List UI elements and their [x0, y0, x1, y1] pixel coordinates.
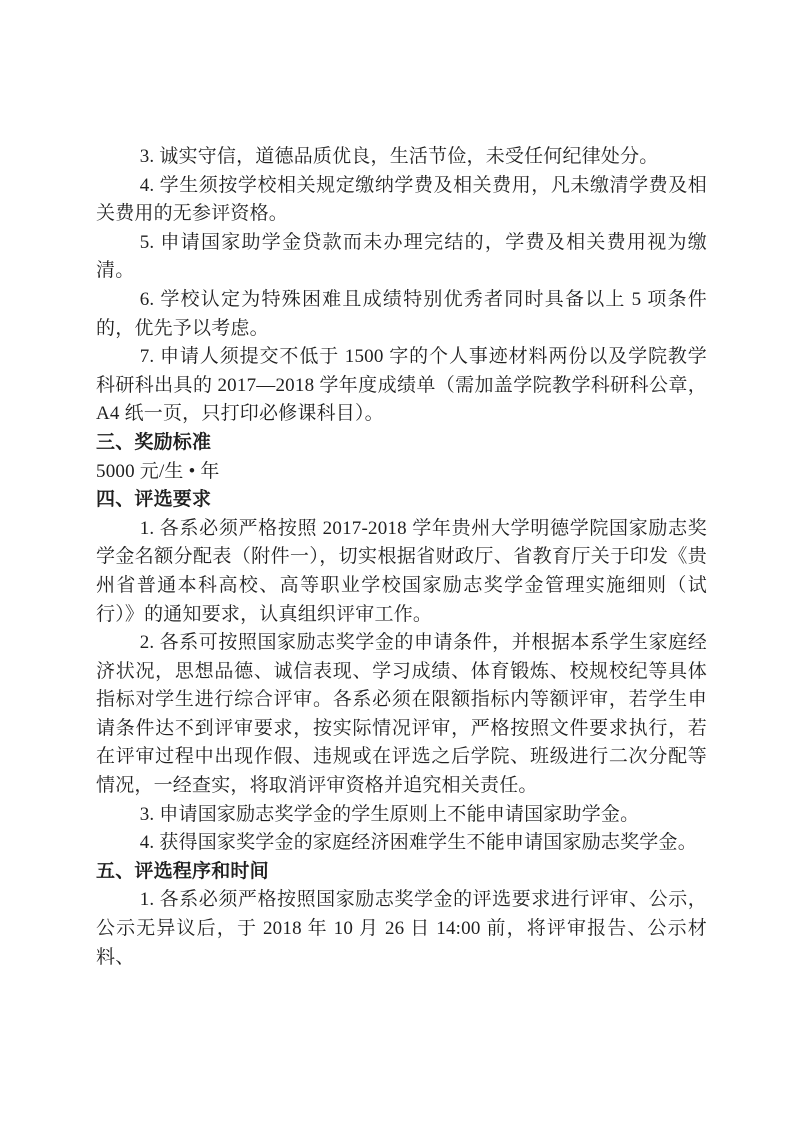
eligibility-item-5: 5. 申请国家助学金贷款而未办理完结的，学费及相关费用视为缴清。 — [96, 231, 707, 282]
procedure-item-1: 1. 各系必须严格按照国家励志奖学金的评选要求进行评审、公示，公示无异议后，于 2018 年 10 月 26 日 14:00 前，将评审报告、公示材料、 — [96, 889, 707, 968]
requirement-item-3: 3. 申请国家励志奖学金的学生原则上不能申请国家助学金。 — [139, 803, 640, 825]
eligibility-item-3: 3. 诚实守信，道德品质优良，生活节俭，未受任何纪律处分。 — [139, 146, 659, 167]
award-amount: 5000 元/生 • 年 — [96, 460, 220, 482]
selection-requirements-heading: 四、评选要求 — [96, 489, 212, 511]
eligibility-item-7: 7. 申请人须提交不低于 1500 字的个人事迹材料两份以及学院教学科研科出具的 2017—2018 学年度成绩单（需加盖学院教学科研科公章，A4 纸一页，只打印必修课科目）。 — [96, 346, 707, 425]
eligibility-item-6: 6. 学校认定为特殊困难且成绩特别优秀者同时具备以上 5 项条件的，优先予以考虑。 — [96, 288, 707, 339]
selection-procedure-heading: 五、评选程序和时间 — [96, 860, 269, 882]
requirement-item-2: 2. 各系可按照国家励志奖学金的申请条件，并根据本系学生家庭经济状况，思想品德、诚信表现、学习成绩、体育锻炼、校规校纪等具体指标对学生进行综合评审。各系必须在限额指标内等额评审，若学生申请条件达不到评审要求，按实际情况评审，严格按照文件要求执行，若在评审过程中出现作假、违规或在评选之后学院、班级进行二次分配等情况，一经查实，将取消评审资格并追究相关责任。 — [96, 632, 707, 797]
requirement-item-4: 4. 获得国家奖学金的家庭经济困难学生不能申请国家励志奖学金。 — [139, 832, 697, 854]
requirement-item-1: 1. 各系必须严格按照 2017-2018 学年贵州大学明德学院国家励志奖学金名额分配表（附件一），切实根据省财政厅、省教育厅关于印发《贵州省普通本科高校、高等职业学校国家励志奖学金管理实施细则（试行）》的通知要求，认真组织评审工作。 — [96, 517, 707, 625]
award-standard-heading: 三、奖励标准 — [96, 431, 212, 453]
eligibility-item-4: 4. 学生须按学校相关规定缴纳学费及相关费用，凡未缴清学费及相关费用的无参评资格。 — [96, 174, 707, 225]
